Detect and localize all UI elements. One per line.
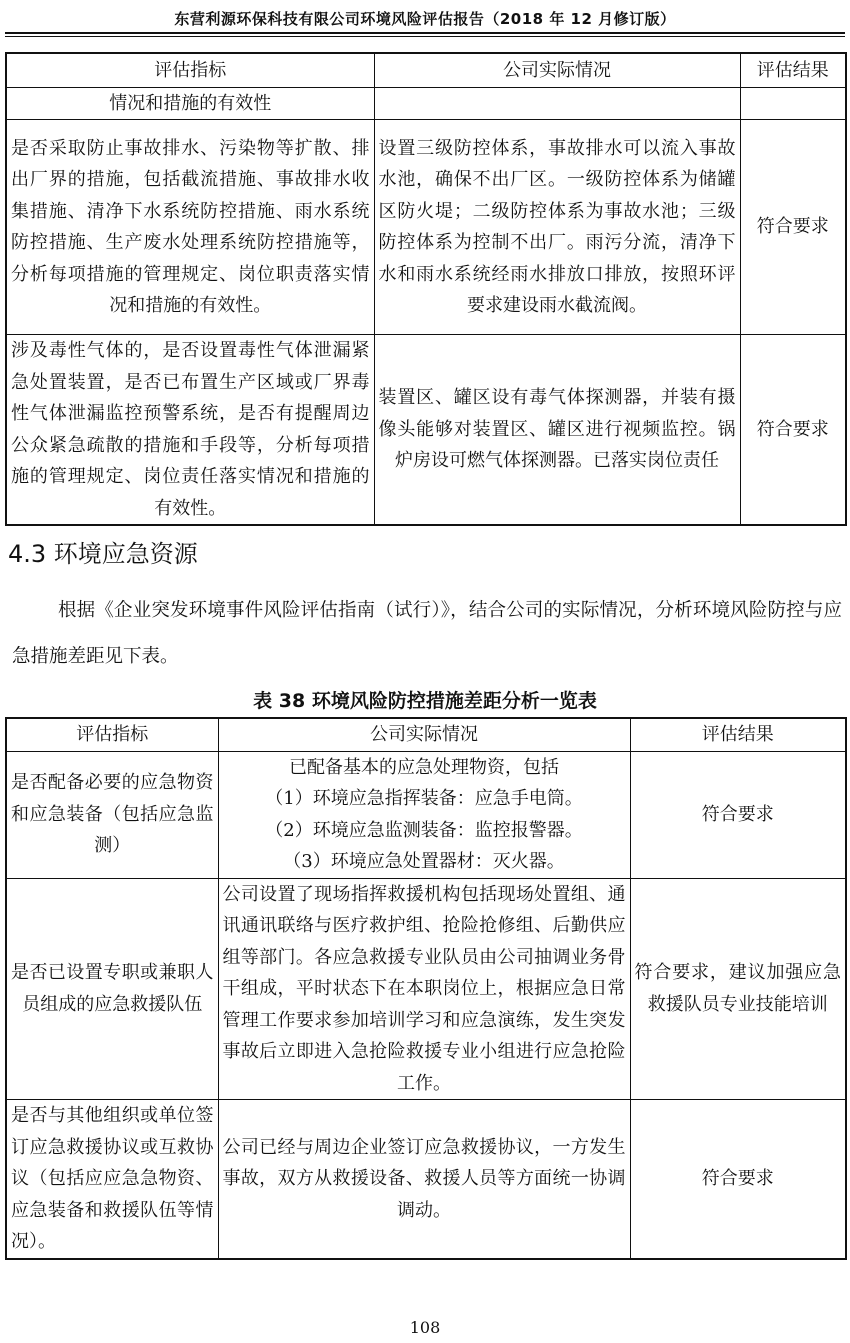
result-cell: 符合要求 [630, 1100, 846, 1259]
indicator-cell: 是否与其他组织或单位签订应急救援协议或互救协议（包括应应急急物资、应急装备和救援队伍等情况）。 [6, 1100, 218, 1259]
actual-cell [218, 751, 630, 878]
result-cell [740, 87, 846, 120]
column-header-result: 评估结果 [740, 53, 846, 87]
actual-cell: 公司已经与周边企业签订应急救援协议，一方发生事故，双方从救援设备、救援人员等方面统一协调调动。 [218, 1100, 630, 1259]
header-rule-thin [5, 36, 845, 37]
page-number: 108 [409, 1318, 441, 1337]
column-header-actual: 公司实际情况 [218, 718, 630, 751]
indicator-cell: 是否配备必要的应急物资和应急装备（包括应急监测） [6, 751, 218, 878]
actual-cell: 设置三级防控体系，事故排水可以流入事故水池，确保不出厂区。一级防控体系为储罐区防火堤；二级防控体系为事故水池；三级防控体系为控制不出厂。雨污分流，清净下水和雨水系统经雨水排放口排放，按照环评要求建设雨水截流阀。 [374, 120, 740, 335]
actual-cell [374, 87, 740, 120]
table-caption: 表 38 环境风险防控措施差距分析一览表 [253, 690, 597, 712]
table-row [6, 335, 846, 526]
section-heading: 4.3 环境应急资源 [8, 540, 198, 568]
table-header-row [6, 718, 846, 751]
actual-line: （2）环境应急监测装备：监控报警器。 [265, 819, 583, 841]
table-row [6, 1100, 846, 1259]
table-row [6, 878, 846, 1100]
gap-analysis-table [5, 717, 847, 1260]
result-cell: 符合要求，建议加强应急救援队员专业技能培训 [630, 878, 846, 1100]
actual-line: （3）环境应急处置器材：灭火器。 [283, 851, 565, 872]
table-row [6, 751, 846, 878]
column-header-actual: 公司实际情况 [374, 53, 740, 87]
indicator-cell: 是否采取防止事故排水、污染物等扩散、排出厂界的措施，包括截流措施、事故排水收集措施、清净下水系统防控措施、雨水系统防控措施、生产废水处理系统防控措施等，分析每项措施的管理规定、岗位职责落实情况和措施的有效性。 [6, 120, 374, 335]
table-row [6, 87, 846, 120]
indicator-cell: 涉及毒性气体的，是否设置毒性气体泄漏紧急处置装置，是否已布置生产区域或厂界毒性气体泄漏监控预警系统，是否有提醒周边公众紧急疏散的措施和手段等，分析每项措施的管理规定、岗位责任落实情况和措施的有效性。 [6, 335, 374, 526]
actual-cell: 公司设置了现场指挥救援机构包括现场处置组、通讯通讯联络与医疗救护组、抢险抢修组、后勤供应组等部门。各应急救援专业队员由公司抽调业务骨干组成，平时状态下在本职岗位上，根据应急日常管理工作要求参加培训学习和应急演练，发生突发事故后立即进入急抢险救援专业小组进行应急抢险工作。 [218, 878, 630, 1100]
indicator-cell: 情况和措施的有效性 [6, 87, 374, 120]
column-header-indicator: 评估指标 [6, 718, 218, 751]
table-header-row [6, 53, 846, 87]
body-paragraph: 根据《企业突发环境事件风险评估指南（试行）》，结合公司的实际情况，分析环境风险防控与应急措施差距见下表。 [12, 600, 842, 667]
result-cell: 符合要求 [630, 751, 846, 878]
column-header-indicator: 评估指标 [6, 53, 374, 87]
result-cell: 符合要求 [740, 335, 846, 526]
assessment-table-continued [5, 52, 847, 526]
indicator-cell: 是否已设置专职或兼职人员组成的应急救援队伍 [6, 878, 218, 1100]
header-rule [5, 32, 845, 34]
actual-cell: 装置区、罐区设有毒气体探测器，并装有摄像头能够对装置区、罐区进行视频监控。锅炉房设可燃气体探测器。已落实岗位责任 [374, 335, 740, 526]
result-cell: 符合要求 [740, 120, 846, 335]
table-row [6, 120, 846, 335]
column-header-result: 评估结果 [630, 718, 846, 751]
report-header-title: 东营利源环保科技有限公司环境风险评估报告（2018 年 12 月修订版） [174, 10, 676, 28]
actual-line: 已配备基本的应急处理物资，包括 [289, 756, 559, 778]
actual-line: （1）环境应急指挥装备：应急手电筒。 [265, 788, 583, 809]
